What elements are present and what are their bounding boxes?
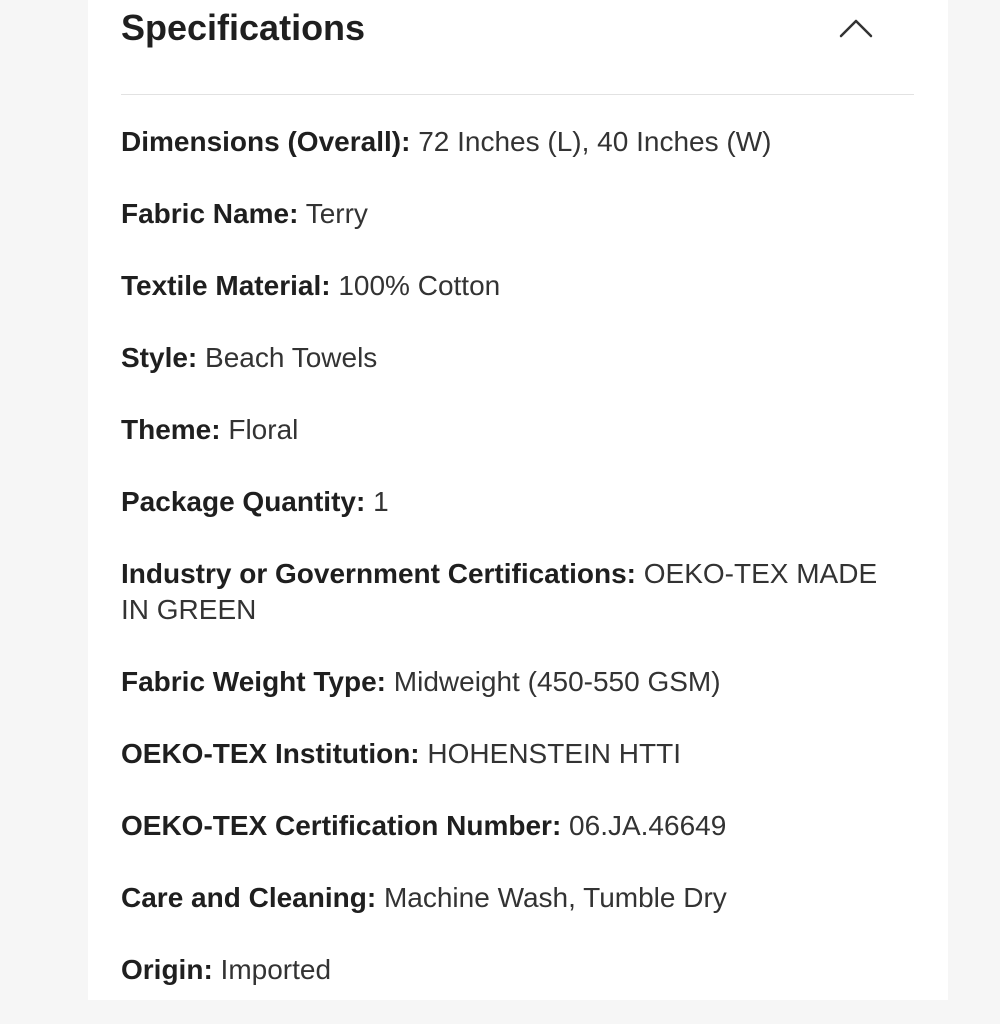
- spec-label: Fabric Weight Type:: [121, 666, 386, 697]
- spec-row-oeko-tex-institution: [121, 736, 881, 772]
- spec-label: Dimensions (Overall):: [121, 126, 411, 157]
- specifications-header[interactable]: [121, 0, 914, 95]
- spec-value: OEKO-TEX MADE IN GREEN: [121, 558, 878, 625]
- spec-row-certifications: [121, 556, 881, 628]
- spec-label: OEKO-TEX Certification Number:: [121, 810, 562, 841]
- spec-row-fabric-name: [121, 196, 881, 232]
- spec-row-oeko-tex-certification-number: [121, 808, 881, 844]
- spec-value: Floral: [228, 414, 299, 445]
- spec-label: Industry or Government Certifications:: [121, 558, 636, 589]
- spec-row-theme: [121, 412, 881, 448]
- spec-label: Care and Cleaning:: [121, 882, 377, 913]
- spec-label: Textile Material:: [121, 270, 331, 301]
- spec-row-care-and-cleaning: [121, 880, 881, 916]
- spec-value: Beach Towels: [205, 342, 378, 373]
- spec-row-origin: [121, 952, 881, 988]
- spec-value: Machine Wash, Tumble Dry: [383, 882, 727, 913]
- spec-value: 100% Cotton: [338, 270, 501, 301]
- spec-label: Theme:: [121, 414, 221, 445]
- spec-label: Fabric Name:: [121, 198, 299, 229]
- spec-value: 72 Inches (L), 40 Inches (W): [418, 126, 772, 157]
- spec-value: HOHENSTEIN HTTI: [427, 738, 681, 769]
- spec-value: 1: [373, 486, 389, 517]
- specifications-list: [121, 124, 881, 1024]
- collapse-toggle-button[interactable]: [836, 8, 876, 48]
- section-title: Specifications: [121, 7, 366, 48]
- spec-row-style: [121, 340, 881, 376]
- spec-row-package-quantity: [121, 484, 881, 520]
- spec-value: 06.JA.46649: [569, 810, 727, 841]
- spec-label: Origin:: [121, 954, 213, 985]
- spec-value: Midweight (450-550 GSM): [393, 666, 721, 697]
- spec-label: Package Quantity:: [121, 486, 366, 517]
- spec-row-textile-material: [121, 268, 881, 304]
- spec-value: Imported: [220, 954, 332, 985]
- chevron-up-icon: [839, 18, 873, 38]
- spec-label: Style:: [121, 342, 198, 373]
- spec-row-dimensions: [121, 124, 881, 160]
- spec-value: Terry: [305, 198, 368, 229]
- spec-row-fabric-weight-type: [121, 664, 881, 700]
- spec-label: OEKO-TEX Institution:: [121, 738, 420, 769]
